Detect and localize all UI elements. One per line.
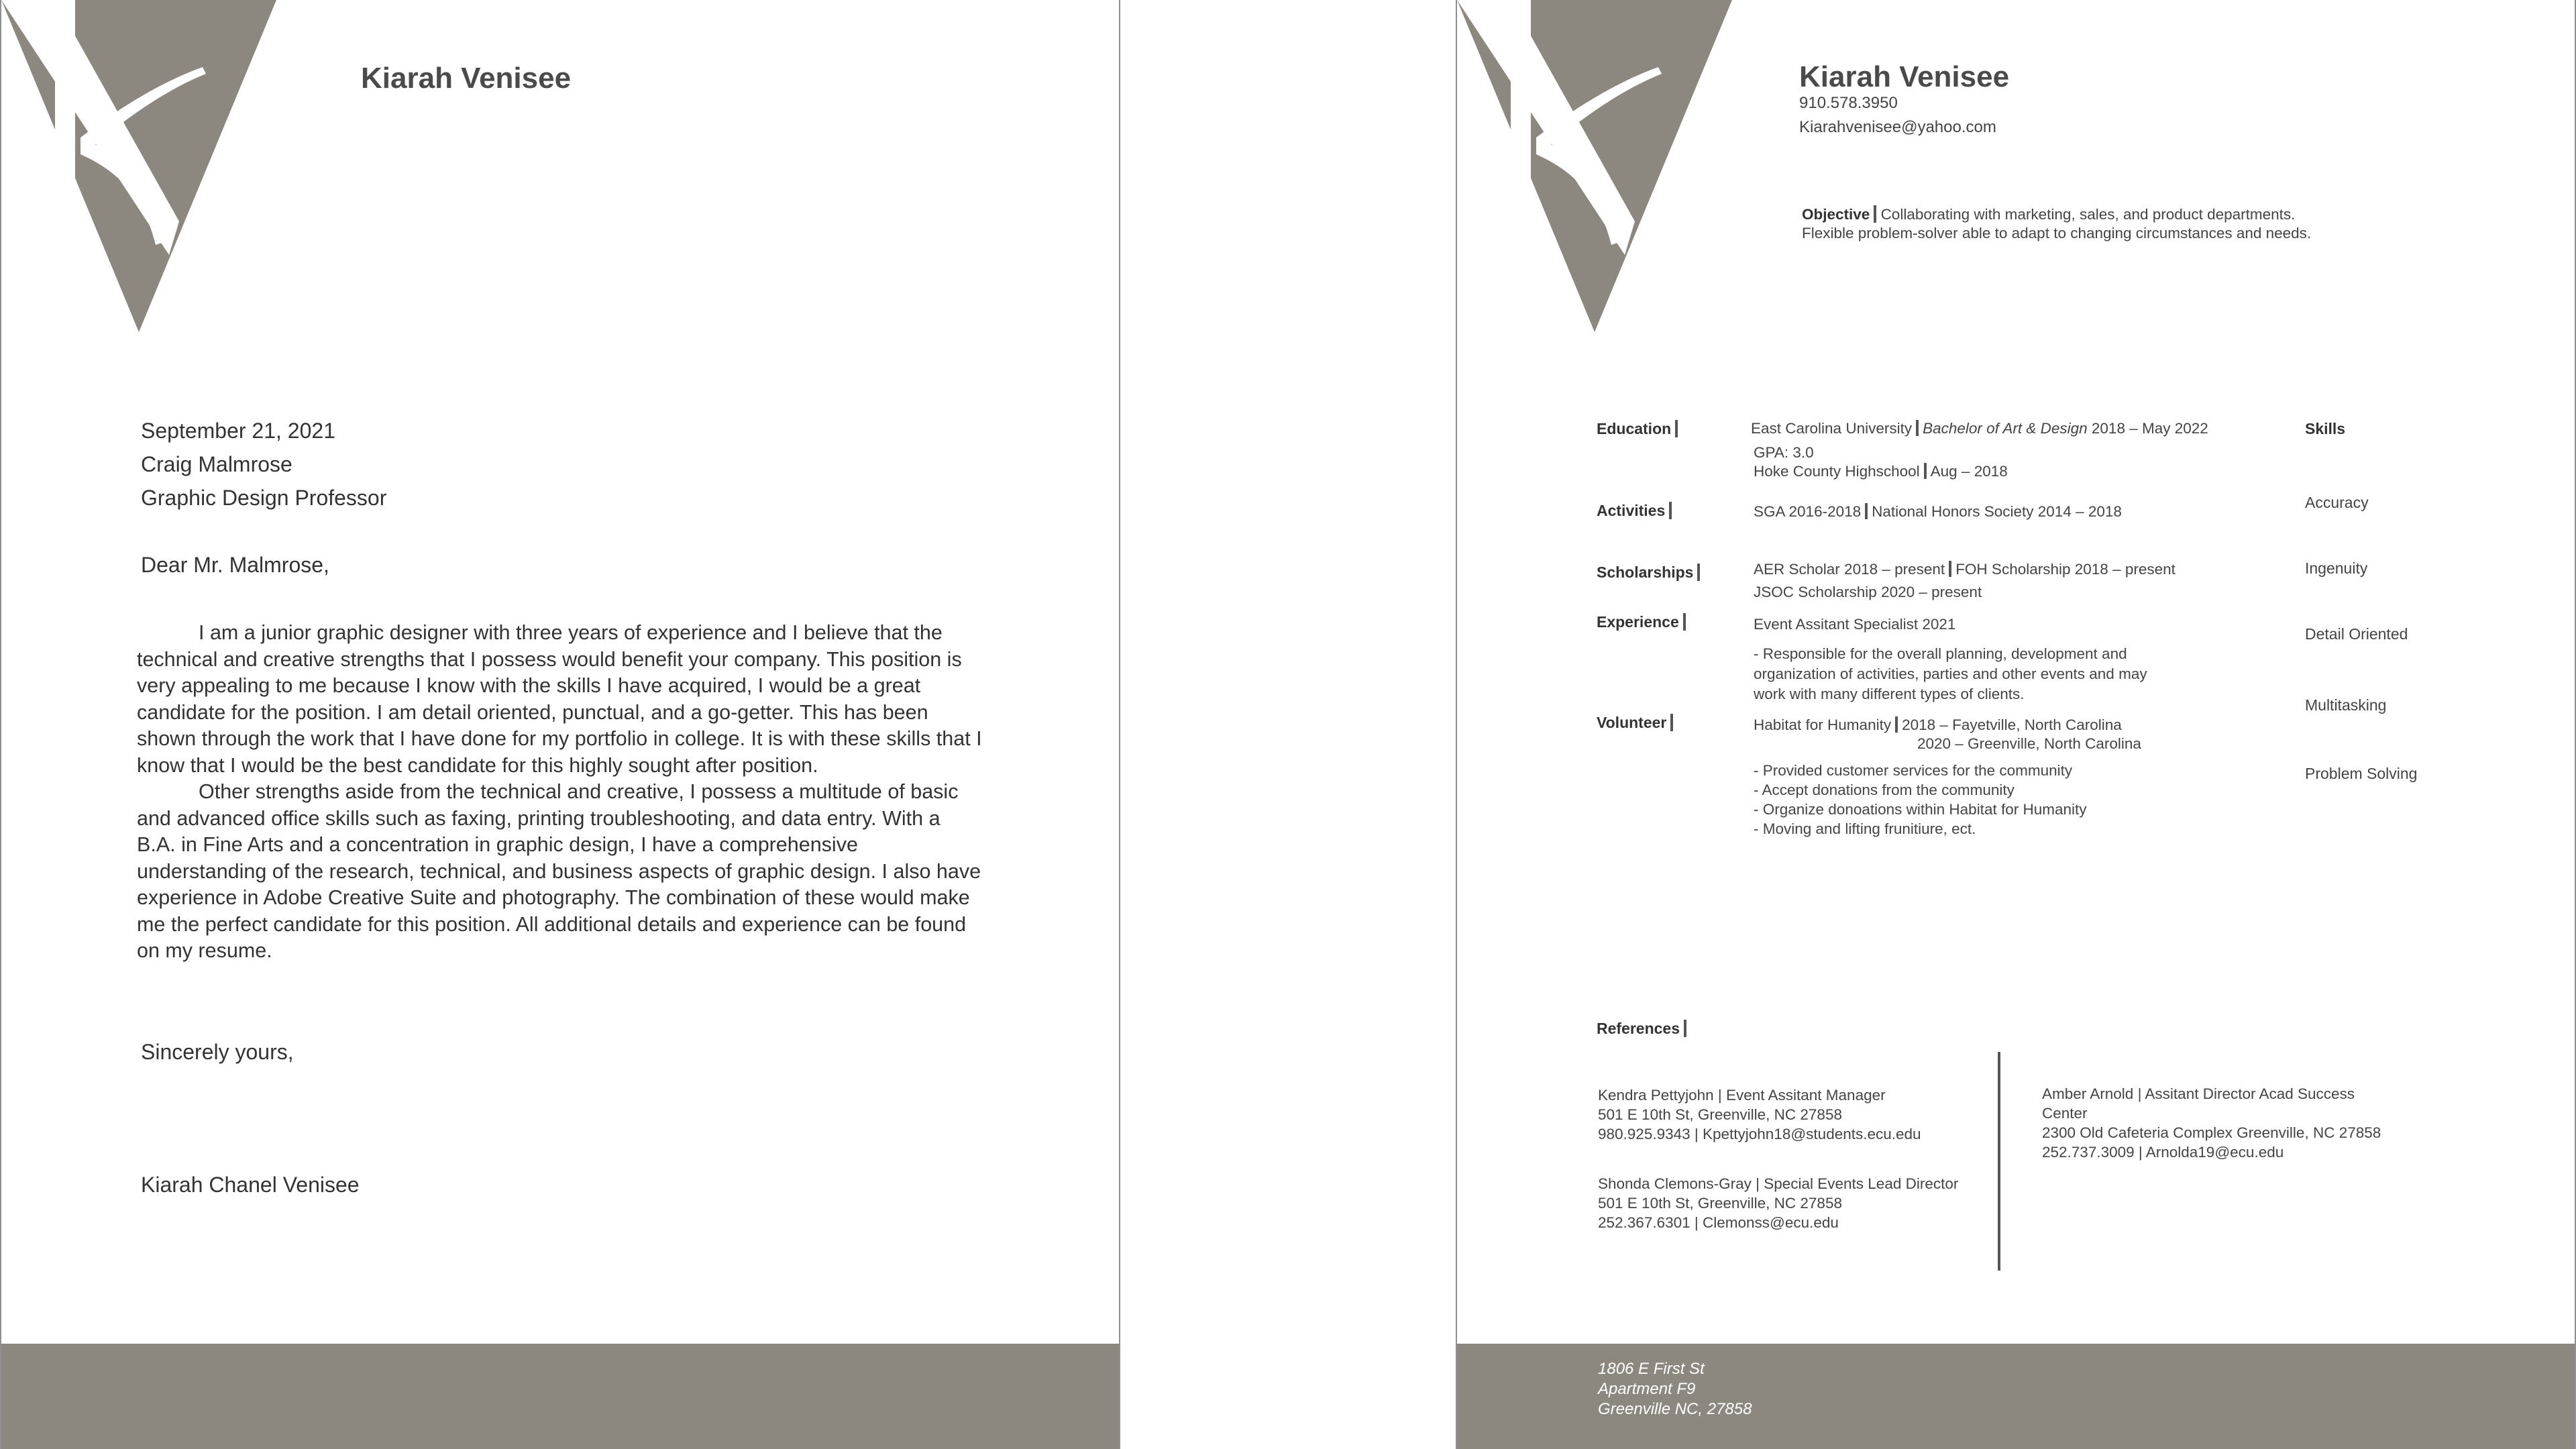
objective-text: Collaborating with marketing, sales, and product departments. Flexible problem-solver able to adapt to changing circumstances and needs. (1802, 206, 2312, 241)
references-divider (1998, 1052, 2000, 1271)
volunteer-duty: - Accept donations from the community (1754, 782, 2015, 798)
resume-header-name: Kiarah Venisee (1799, 60, 2010, 93)
education-label: Education (1597, 420, 1678, 438)
experience-desc-line: work with many different types of clients. (1754, 686, 2025, 702)
recipient-title: Graphic Design Professor (141, 486, 387, 510)
footer-band (1, 1344, 1119, 1449)
letter-salutation: Dear Mr. Malmrose, (141, 553, 329, 577)
letter-date: September 21, 2021 (141, 419, 335, 443)
k-monogram-logo (1, 0, 283, 335)
experience-title: Event Assitant Specialist 2021 (1754, 616, 1956, 633)
volunteer-location: 2020 – Greenville, North Carolina (1917, 735, 2141, 752)
address-line: 1806 E First St (1598, 1360, 1705, 1378)
skill-item: Accuracy (2305, 494, 2369, 511)
reference-entry: Amber Arnold | Assitant Director Acad Success Center 2300 Old Cafeteria Complex Greenville, NC 27858 252.737.3009 | Arnolda19@ecu.edu (2042, 1085, 2381, 1161)
activities-label: Activities (1597, 502, 1672, 520)
skill-item: Ingenuity (2305, 559, 2368, 577)
experience-label: Experience (1597, 613, 1686, 631)
letter-paragraph: Other strengths aside from the technical and creative, I possess a multitude of basic and advanced office skills such as faxing, printing troubleshooting, and data entry. With a B.A. in Fine Arts and a concentration in graphic design, I have a comprehensive understanding of the research, technical, and business aspects of graphic design. I also have experience in Adobe Creative Suite and photography. The combination of these would make me the perfect candidate for this position. All additional details and experience can be found on my resume. (137, 780, 981, 962)
skill-item: Problem Solving (2305, 765, 2418, 782)
objective-block (1802, 205, 2312, 243)
skill-item: Detail Oriented (2305, 625, 2408, 643)
experience-desc-line: organization of activities, parties and other events and may (1754, 665, 2147, 682)
reference-entry: Kendra Pettyjohn | Event Assitant Manager 501 E 10th St, Greenville, NC 27858 980.925.9343 | Kpettyjohn18@students.ecu.edu (1598, 1087, 1921, 1142)
k-monogram-logo (1457, 0, 1739, 335)
resume-page (1456, 0, 2576, 1449)
cover-letter-page (0, 0, 1120, 1449)
scholarships-entry: AER Scholar 2018 – present FOH Scholarship 2018 – present (1754, 561, 2176, 578)
skill-item: Multitasking (2305, 696, 2387, 714)
skills-label: Skills (2305, 420, 2346, 437)
letter-header-name: Kiarah Venisee (361, 62, 572, 95)
resume-email: Kiarahvenisee@yahoo.com (1799, 118, 1996, 136)
volunteer-duty: - Moving and lifting frunitiure, ect. (1754, 820, 1976, 837)
volunteer-label: Volunteer (1597, 714, 1673, 732)
education-university: East Carolina University Bachelor of Art & Design 2018 – May 2022 (1751, 420, 2208, 437)
resume-phone: 910.578.3950 (1799, 94, 1898, 112)
experience-desc-line: - Responsible for the overall planning, development and (1754, 645, 2127, 662)
address-line: Greenville NC, 27858 (1598, 1400, 1752, 1418)
scholarships-label: Scholarships (1597, 564, 1700, 582)
volunteer-org: Habitat for Humanity 2018 – Fayetville, North Carolina (1754, 716, 2122, 733)
volunteer-duty: - Provided customer services for the community (1754, 762, 2073, 779)
letter-paragraph: I am a junior graphic designer with three years of experience and I believe that the technical and creative strengths that I possess would benefit your company. This position is very appealing to me because I know with the skills I have acquired, I would be a great candidate for the position. I am detail oriented, punctual, and a go-getter. This has been shown through the work that I have done for my portfolio in college. It is with these skills that I know that I would be the best candidate for this highly sought after position. (137, 621, 982, 777)
activities-entry: SGA 2016-2018 National Honors Society 2014 – 2018 (1754, 503, 2122, 520)
education-highschool: Hoke County Highschool Aug – 2018 (1754, 463, 2008, 480)
recipient-name: Craig Malmrose (141, 452, 292, 476)
objective-label: Objective (1802, 206, 1870, 223)
scholarships-entry-2: JSOC Scholarship 2020 – present (1754, 584, 1982, 600)
address-line: Apartment F9 (1598, 1380, 1696, 1398)
education-gpa: GPA: 3.0 (1754, 444, 1814, 461)
volunteer-duty: - Organize donoations within Habitat for Humanity (1754, 801, 2087, 818)
letter-closing: Sincerely yours, (141, 1040, 294, 1064)
letter-body (137, 620, 982, 965)
references-label: References (1597, 1020, 1686, 1038)
reference-entry: Shonda Clemons-Gray | Special Events Lead Director 501 E 10th St, Greenville, NC 27858 252.367.6301 | Clemonss@ecu.edu (1598, 1175, 1959, 1231)
divider-bar (1874, 205, 1876, 223)
footer-address (1598, 1359, 1752, 1419)
letter-signature: Kiarah Chanel Venisee (141, 1173, 360, 1197)
